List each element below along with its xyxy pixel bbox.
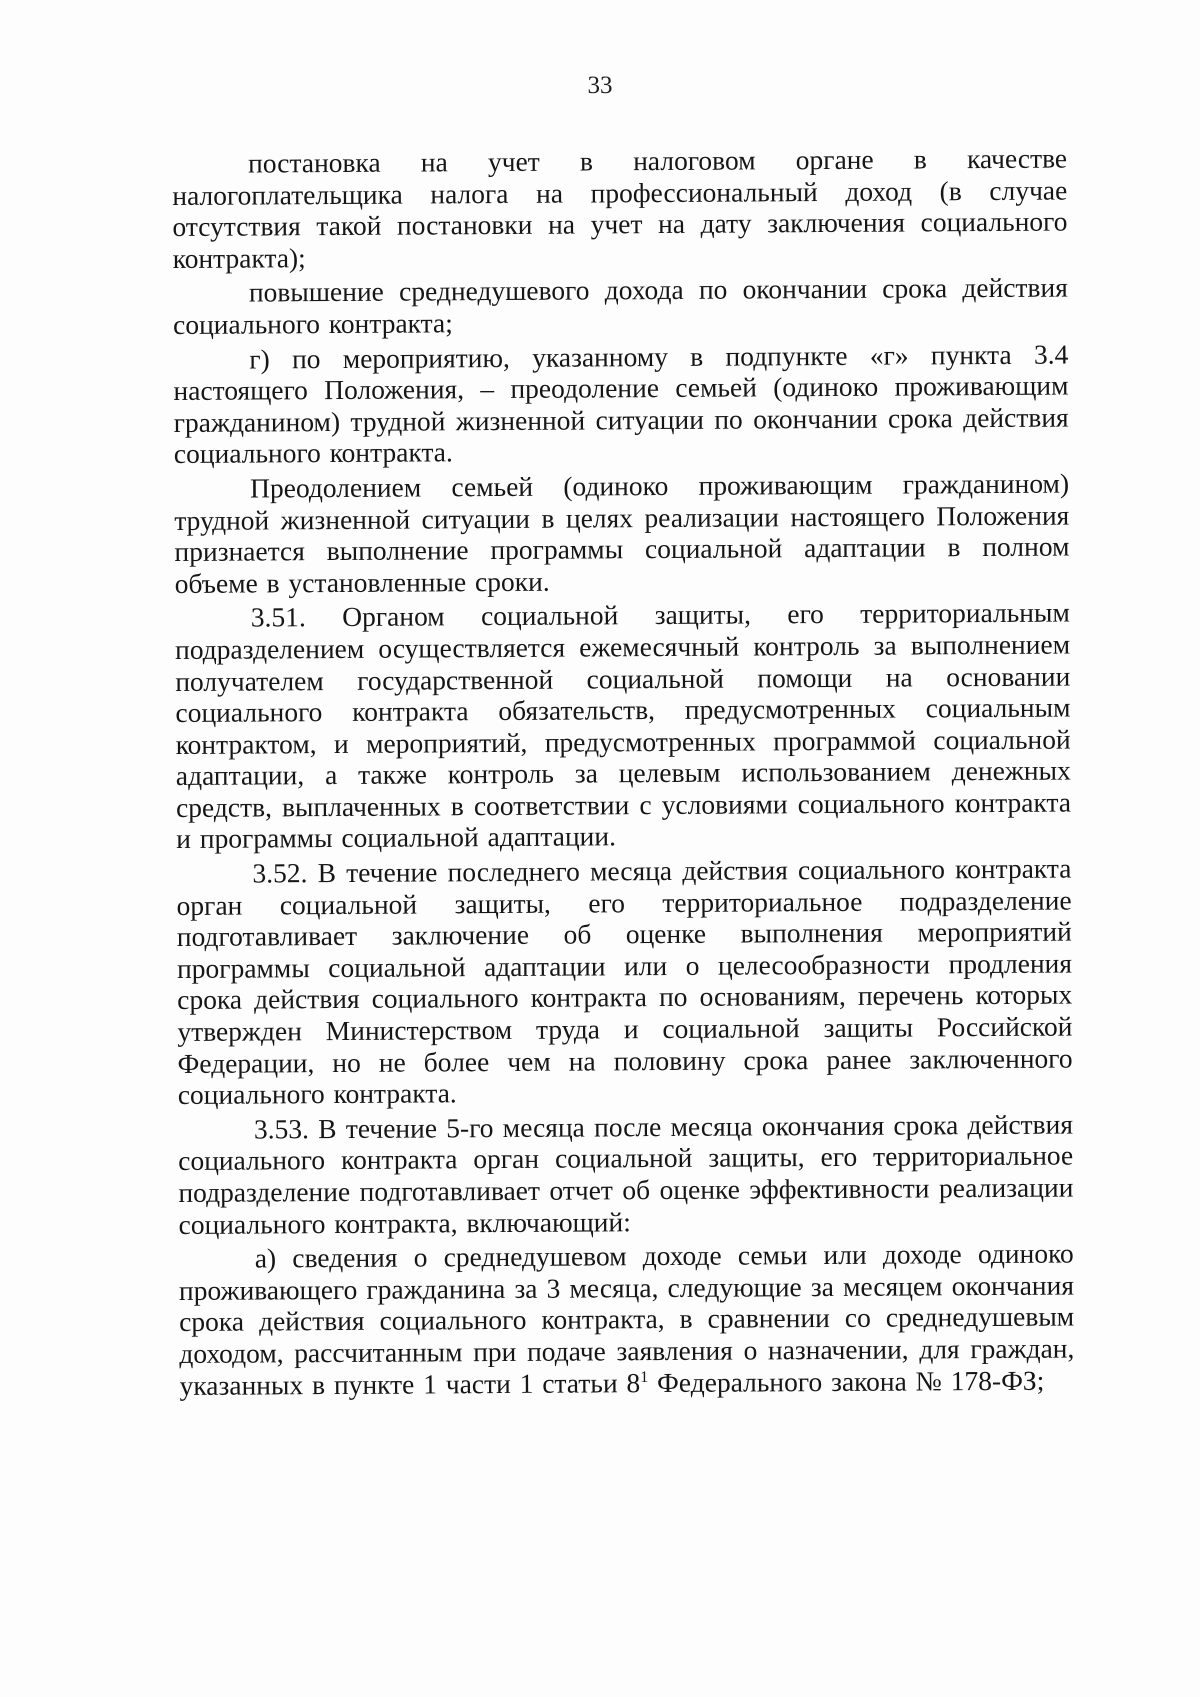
paragraph-item-a-tail: Федерального закона № 178-ФЗ; xyxy=(648,1364,1045,1398)
paragraph-3-52: 3.52. В течение последнего месяца действия социального контракта орган социальной защиты, его территориальное подразделение подготавливает заключение об оценке выполнения мероприятий программы социальной адаптации или о целесообразности продления срока действия социального контракта по основаниям, перечень которых утвержден Министерством труда и социальной защиты Российской Федерации, но не более чем на половину срока ранее заключенного социального контракта. xyxy=(176,852,1073,1111)
page-number: 33 xyxy=(587,72,613,99)
paragraph-item-a-text: а) сведения о среднедушевом доходе семьи или доходе одиноко проживающего гражданина за 3 месяца, следующие за месяцем окончания срока действия социального контракта, в сравнении со среднедушевым доходом, рассчитанным при подаче заявления о назначении, для граждан, указанных в пункте 1 части 1 статьи 8 xyxy=(178,1237,1075,1401)
paragraph-item-a xyxy=(179,1238,1075,1401)
paragraph-3-53: 3.53. В течение 5-го месяца после месяца окончания срока действия социального контракта орган социальной защиты, его территориальное подразделение подготавливает отчет об оценке эффективности реализации социального контракта, включающий: xyxy=(178,1108,1074,1240)
superscript-article-number: 1 xyxy=(640,1368,649,1386)
paragraph-item-g: г) по мероприятию, указанному в подпункте «г» пункта 3.4 настоящего Положения, – преодоление семьей (одиноко проживающим гражданином) трудной жизненной ситуации по окончании срока действия социального контракта. xyxy=(173,338,1069,470)
document-body xyxy=(172,143,1075,1405)
paragraph-income-increase: повышение среднедушевого дохода по окончании срока действия социального контракта; xyxy=(172,271,1068,340)
paragraph-tax-registration: постановка на учет в налоговом органе в качестве налогоплательщика налога на профессиональный доход (в случае отсутствия такой постановки на учет на дату заключения социального контракта); xyxy=(172,142,1068,274)
paragraph-overcoming-definition: Преодолением семьей (одиноко проживающим гражданином) трудной жизненной ситуации в целях реализации настоящего Положения признается выполнение программы социальной адаптации в полном объеме в установленные сроки. xyxy=(174,467,1070,599)
paragraph-3-51: 3.51. Органом социальной защиты, его территориальным подразделением осуществляется ежемесячный контроль за выполнением получателем государственной социальной помощи на основании социального контракта обязательств, предусмотренных социальным контрактом, и мероприятий, предусмотренных программой социальной адаптации, а также контроль за целевым использованием денежных средств, выплаченных в соответствии с условиями социального контракта и программы социальной адаптации. xyxy=(174,596,1072,855)
